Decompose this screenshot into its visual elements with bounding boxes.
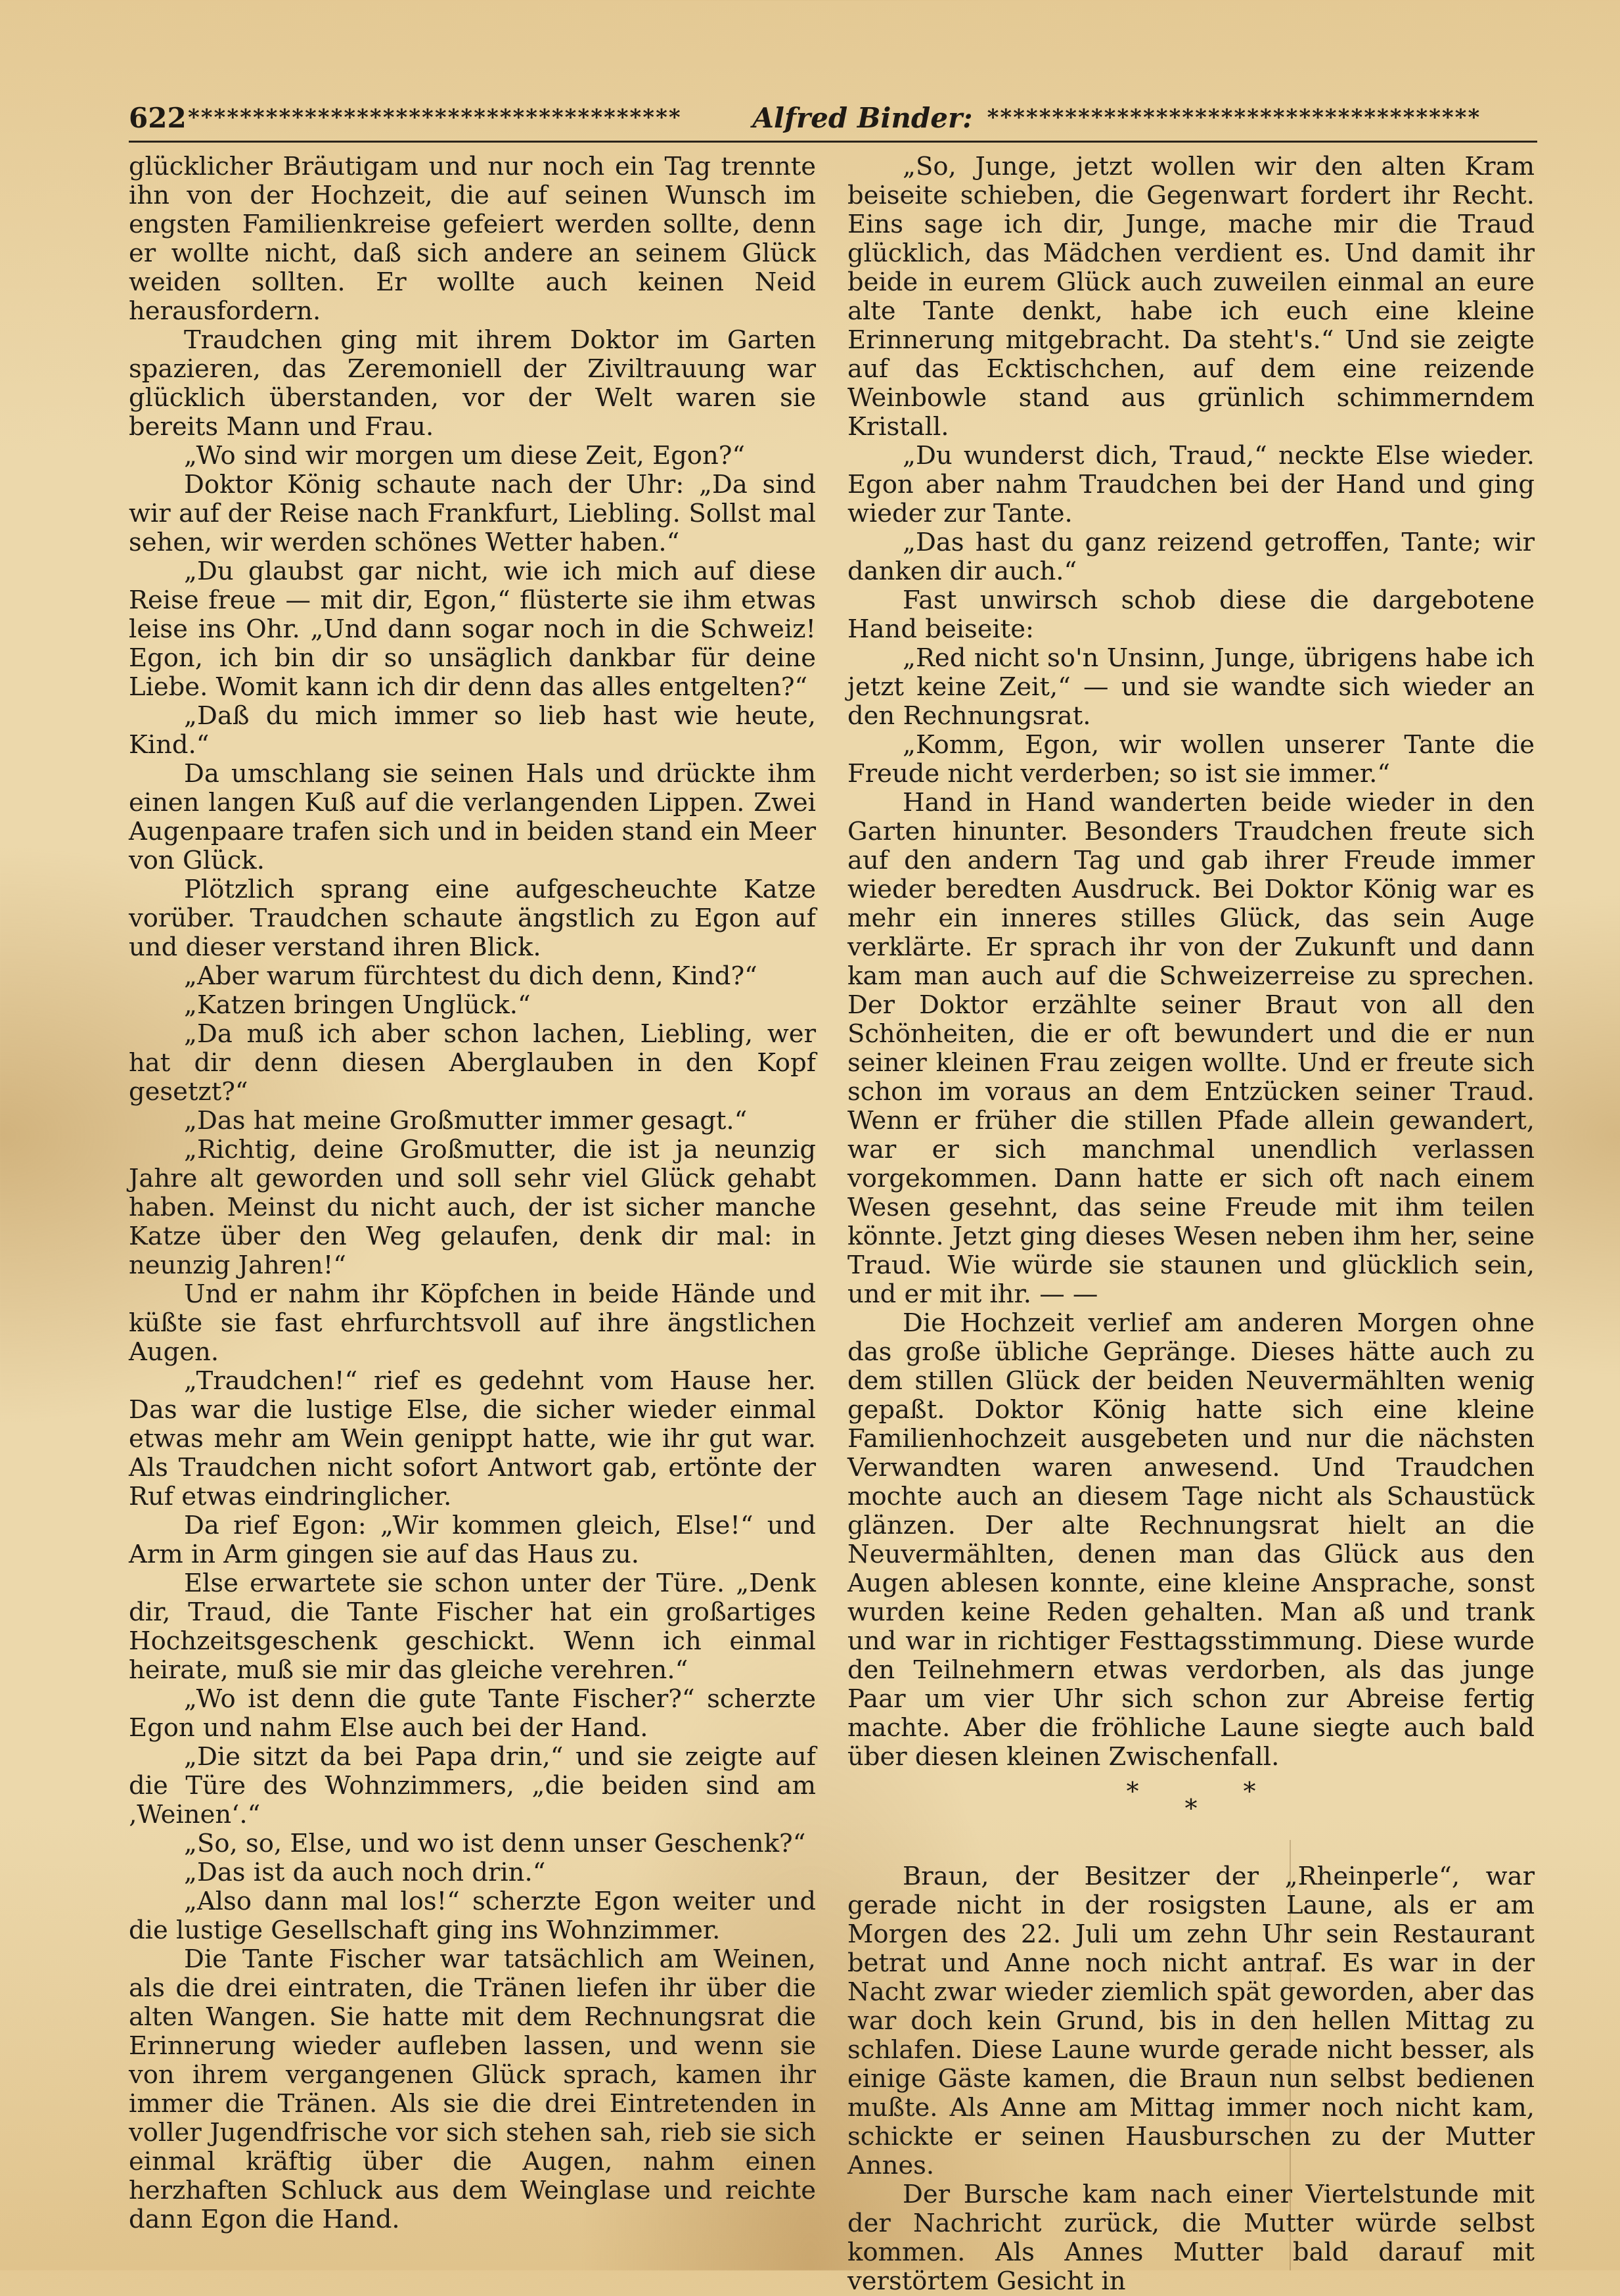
- paragraph: Doktor König schaute nach der Uhr: „Da sind wir auf der Reise nach Frankfurt, Liebling. Sollst mal sehen, wir werden schönes Wetter haben.“: [129, 470, 816, 557]
- paragraph: Da umschlang sie seinen Hals und drückte ihm einen langen Kuß auf die verlangenden Lippen. Zwei Augenpaare trafen sich und in beiden stand ein Meer von Glück.: [129, 759, 816, 875]
- separator-star: *: [1126, 1777, 1139, 1806]
- paper-fold-line: [1290, 1840, 1291, 2270]
- paragraph: „Komm, Egon, wir wollen unserer Tante die Freude nicht verderben; so ist sie immer.“: [847, 730, 1535, 789]
- paragraph: Else erwartete sie schon unter der Türe. „Denk dir, Traud, die Tante Fischer hat ein großartiges Hochzeitsgeschenk geschickt. Wenn ich einmal heirate, muß sie mir das gleiche verehren.“: [129, 1569, 816, 1685]
- paragraph: „Du wunderst dich, Traud,“ neckte Else wieder. Egon aber nahm Traudchen bei der Hand und ging wieder zur Tante.: [847, 441, 1535, 528]
- paragraph: Die Tante Fischer war tatsächlich am Weinen, als die drei eintraten, die Tränen liefen ihr über die alten Wangen. Sie hatte mit dem Rechnungsrat die Erinnerung wieder aufleben lassen, und wenn sie von ihrem vergangenen Glück sprach, kamen ihr immer die Tränen. Als sie die drei Eintretenden in voller Jugendfrische vor sich stehen sah, rieb sie sich einmal kräftig über die Augen, nahm einen herzhaften Schluck aus dem Weinglase und reichte dann Egon die Hand.: [129, 1944, 816, 2234]
- paragraph: „Wo ist denn die gute Tante Fischer?“ scherzte Egon und nahm Else auch bei der Hand.: [129, 1684, 816, 1743]
- section-separator: [847, 1777, 1535, 1823]
- paragraph: Braun, der Besitzer der „Rheinperle“, war gerade nicht in der rosigsten Laune, als er am Morgen des 22. Juli um zehn Uhr sein Restaurant betrat und Anne noch nicht antraf. Es war in der Nacht zwar wieder ziemlich spät geworden, aber das war doch kein Grund, bis in den hellen Mittag zu schlafen. Diese Laune wurde gerade nicht besser, als einige Gäste kamen, die Braun nun selbst bedienen mußte. Als Anne am Mittag immer noch nicht kam, schickte er seinen Hausburschen zu der Mutter Annes.: [847, 1862, 1535, 2180]
- separator-star: *: [1243, 1777, 1256, 1806]
- paragraph: glücklicher Bräutigam und nur noch ein Tag trennte ihn von der Hochzeit, die auf seinen Wunsch im engsten Familienkreise gefeiert werden sollte, denn er wollte nicht, daß sich andere an seinem Glück weiden sollten. Er wollte auch keinen Neid herausfordern.: [129, 152, 816, 326]
- paragraph: „Das hat meine Großmutter immer gesagt.“: [184, 1106, 748, 1136]
- paragraph: „Da muß ich aber schon lachen, Liebling, wer hat dir denn diesen Aberglauben in den Kopf gesetzt?“: [129, 1019, 816, 1107]
- paragraph: „Also dann mal los!“ scherzte Egon weiter und die lustige Gesellschaft ging ins Wohnzimmer.: [129, 1887, 816, 1945]
- paragraph: „Die sitzt da bei Papa drin,“ und sie zeigte auf die Türe des Wohnzimmers, „die beiden sind am ‚Weinen‘.“: [129, 1742, 816, 1829]
- paragraph: „So, Junge, jetzt wollen wir den alten Kram beiseite schieben, die Gegenwart fordert ihr Recht. Eins sage ich dir, Junge, mache mir die Traud glücklich, das Mädchen verdient es. Und damit ihr beide in eurem Glück auch zuweilen einmal an eure alte Tante denkt, habe ich euch eine kleine Erinnerung mitgebracht. Da steht's.“ Und sie zeigte auf das Ecktischchen, auf dem eine reizende Weinbowle stand aus grünlich schimmerndem Kristall.: [847, 152, 1535, 442]
- paragraph: Da rief Egon: „Wir kommen gleich, Else!“ und Arm in Arm gingen sie auf das Haus zu.: [129, 1511, 816, 1569]
- paragraph: „Wo sind wir morgen um diese Zeit, Egon?“: [184, 441, 746, 471]
- header-rule: [129, 141, 1537, 143]
- separator-star: *: [1184, 1794, 1198, 1823]
- paragraph: „So, so, Else, und wo ist denn unser Geschenk?“: [184, 1829, 806, 1858]
- header-ornament-right: **************************************: [987, 104, 1481, 131]
- left-column: [129, 152, 816, 2234]
- paragraph: „Red nicht so'n Unsinn, Junge, übrigens habe ich jetzt keine Zeit,“ — und sie wandte sich wieder an den Rechnungsrat.: [847, 643, 1535, 731]
- page-header: [129, 97, 1537, 138]
- paragraph: Der Bursche kam nach einer Viertelstunde mit der Nachricht zurück, die Mutter würde selbst kommen. Als Annes Mutter bald darauf mit verstörtem Gesicht in: [847, 2180, 1535, 2296]
- paragraph: Plötzlich sprang eine aufgescheuchte Katze vorüber. Traudchen schaute ängstlich zu Egon auf und dieser verstand ihren Blick.: [129, 875, 816, 962]
- paragraph: „Katzen bringen Unglück.“: [184, 990, 531, 1020]
- paragraph: Hand in Hand wanderten beide wieder in den Garten hinunter. Besonders Traudchen freute sich auf den andern Tag und gab ihrer Freude immer wieder beredten Ausdruck. Bei Doktor König war es mehr ein inneres stilles Glück, das sein Auge verklärte. Er sprach ihr von der Zukunft und dann kam man auch auf die Schweizerreise zu sprechen. Der Doktor erzählte seiner Braut von all den Schönheiten, die er oft bewundert und die er nun seiner kleinen Frau zeigen wollte. Und er freute sich schon im voraus an dem Entzücken seiner Traud. Wenn er früher die stillen Pfade allein gewandert, war er sich manchmal unendlich verlassen vorgekommen. Dann hatte er sich oft nach einem Wesen gesehnt, das seine Freude mit ihm teilen könnte. Jetzt ging dieses Wesen neben ihm her, seine Traud. Wie würde sie staunen und glücklich sein, und er mit ihr. — —: [847, 788, 1535, 1309]
- paragraph: „Das ist da auch noch drin.“: [184, 1858, 546, 1887]
- paragraph: „Richtig, deine Großmutter, die ist ja neunzig Jahre alt geworden und soll sehr viel Glück gehabt haben. Meinst du nicht auch, der ist sicher manche Katze über den Weg gelaufen, denk dir mal: in neunzig Jahren!“: [129, 1135, 816, 1280]
- paragraph: Und er nahm ihr Köpfchen in beide Hände und küßte sie fast ehrfurchtsvoll auf ihre ängstlichen Augen.: [129, 1279, 816, 1367]
- paragraph: „Traudchen!“ rief es gedehnt vom Hause her. Das war die lustige Else, die sicher wieder einmal etwas mehr am Wein genippt hatte, wie ihr gut war. Als Traudchen nicht sofort Antwort gab, ertönte der Ruf etwas eindringlicher.: [129, 1366, 816, 1511]
- paragraph: „Das hast du ganz reizend getroffen, Tante; wir danken dir auch.“: [847, 528, 1535, 586]
- paragraph: Die Hochzeit verlief am anderen Morgen ohne das große übliche Gepränge. Dieses hätte auch zu dem stillen Glück der beiden Neuvermählten wenig gepaßt. Doktor König hatte sich eine kleine Familienhochzeit ausgebeten und nur die nächsten Verwandten waren anwesend. Und Traudchen mochte auch an diesem Tage nicht als Schaustück glänzen. Der alte Rechnungsrat hielt an die Neuvermählten, denen man das Glück aus den Augen ablesen konnte, eine kleine Ansprache, sonst wurden keine Reden gehalten. Man aß und trank und war in richtiger Festtagsstimmung. Diese wurde den Teilnehmern etwas verdorben, als das junge Paar um vier Uhr sich schon zur Abreise fertig machte. Aber die fröhliche Laune siegte auch bald über diesen kleinen Zwischenfall.: [847, 1308, 1535, 1772]
- page-number: 622: [129, 101, 187, 134]
- paragraph: „Daß du mich immer so lieb hast wie heute, Kind.“: [129, 701, 816, 760]
- paragraph: „Aber warum fürchtest du dich denn, Kind?“: [184, 961, 757, 991]
- running-title: Alfred Binder:: [752, 101, 973, 134]
- right-column: [847, 152, 1535, 2296]
- paragraph: Fast unwirsch schob diese die dargebotene Hand beiseite:: [847, 585, 1535, 644]
- paragraph: „Du glaubst gar nicht, wie ich mich auf diese Reise freue — mit dir, Egon,“ flüsterte sie ihm etwas leise ins Ohr. „Und dann sogar noch in die Schweiz! Egon, ich bin dir so unsäglich dankbar für deine Liebe. Womit kann ich dir denn das alles entgelten?“: [129, 557, 816, 702]
- paragraph: Traudchen ging mit ihrem Doktor im Garten spazieren, das Zeremoniell der Ziviltrauung war glücklich überstanden, vor der Welt waren sie bereits Mann und Frau.: [129, 325, 816, 442]
- header-ornament-left: **************************************: [188, 104, 682, 131]
